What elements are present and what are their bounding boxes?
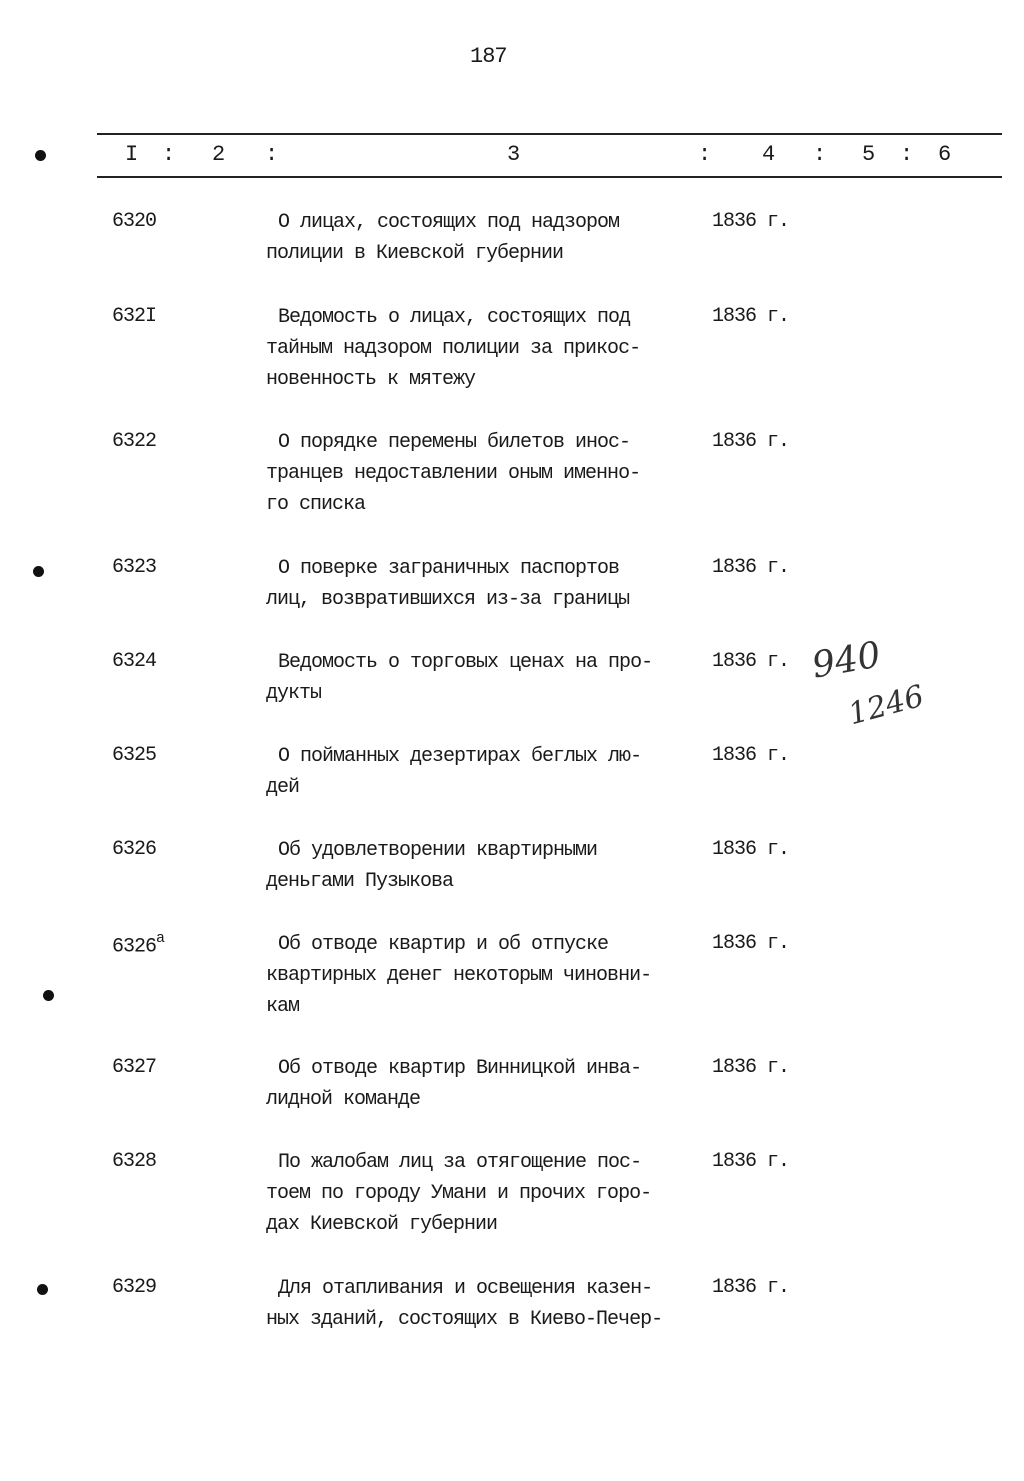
row-description [266,1273,716,1335]
row-year: 1836 г. [712,1150,790,1173]
header-bottom-rule [97,176,1002,178]
header-col-1: I [125,142,139,167]
description-line: новенность к мятежу [266,368,476,391]
row-year: 1836 г. [712,932,790,955]
row-year: 1836 г. [712,1276,790,1299]
row-year: 1836 г. [712,1056,790,1079]
header-separator: : [265,142,279,167]
binder-hole [43,990,54,1001]
row-year: 1836 г. [712,838,790,861]
row-description [266,302,716,395]
description-line: тайным надзором полиции за прикос- [266,337,641,360]
header-separator: : [813,142,827,167]
row-number: 6327 [112,1056,157,1079]
description-line: О поверке заграничных паспортов [278,557,620,580]
row-number: 6329 [112,1276,157,1299]
description-line: Для отапливания и освещения казен- [278,1277,653,1300]
row-number: 6320 [112,210,157,233]
description-line: полиции в Киевской губернии [266,242,564,265]
row-number: 6323 [112,556,157,579]
description-line: го списка [266,493,366,516]
handwritten-note: 940 [808,634,884,687]
description-line: Ведомость о торговых ценах на про- [278,651,653,674]
row-description [266,647,716,709]
description-line: По жалобам лиц за отягощение пос- [278,1151,642,1174]
row-year: 1836 г. [712,556,790,579]
description-line: лидной команде [266,1088,421,1111]
row-number: 6322 [112,430,157,453]
row-number: 6328 [112,1150,157,1173]
description-line: деньгами Пузыкова [266,870,454,893]
header-col-2: 2 [212,142,226,167]
row-description [266,929,716,1022]
row-year: 1836 г. [712,650,790,673]
header-col-6: 6 [938,142,952,167]
row-description [266,741,716,803]
row-description [266,835,716,897]
row-year: 1836 г. [712,210,790,233]
header-separator: : [162,142,176,167]
row-number: 6326 [112,838,157,861]
description-line: Ведомость о лицах, состоящих под [278,306,631,329]
description-line: О порядке перемены билетов инос- [278,431,631,454]
row-year: 1836 г. [712,430,790,453]
row-year: 1836 г. [712,744,790,767]
row-year: 1836 г. [712,305,790,328]
description-line: Об отводе квартир Винницкой инва- [278,1057,642,1080]
description-line: лиц, возвратившихся из-за границы [266,588,630,611]
binder-hole [33,566,44,577]
row-description [266,1147,716,1240]
description-line: квартирных денег некоторым чиновни- [266,964,652,987]
row-number: 6325 [112,744,157,767]
description-line: транцев недоставлении оным именно- [266,462,641,485]
description-line: дах Киевской губернии [266,1213,498,1236]
row-number-value: 6326 [112,935,157,959]
header-col-4: 4 [762,142,776,167]
description-line: О лицах, состоящих под надзором [278,211,620,234]
binder-hole [37,1284,48,1295]
row-description [266,207,716,269]
description-line: кам [266,995,300,1018]
description-line: дукты [266,682,322,705]
description-line: Об отводе квартир и об отпуске [278,933,609,956]
row-number-suffix: а [156,930,165,947]
row-description [266,553,716,615]
description-line: тоем по городу Умани и прочих горо- [266,1182,652,1205]
description-line: дей [266,776,300,799]
description-line: О пойманных дезертирах беглых лю- [278,745,642,768]
row-number: 632I [112,305,157,328]
row-number [112,932,164,959]
page-number: 187 [470,44,507,69]
header-top-rule [97,133,1002,135]
row-description [266,1053,716,1115]
binder-hole [35,150,46,161]
row-number: 6324 [112,650,157,673]
description-line: Об удовлетворении квартирными [278,839,598,862]
row-description [266,427,716,520]
header-separator: : [698,142,712,167]
header-col-5: 5 [862,142,876,167]
header-col-3: 3 [507,142,521,167]
description-line: ных зданий, состоящих в Киево-Печер- [266,1308,663,1331]
handwritten-note: 1246 [844,678,928,733]
header-separator: : [900,142,914,167]
